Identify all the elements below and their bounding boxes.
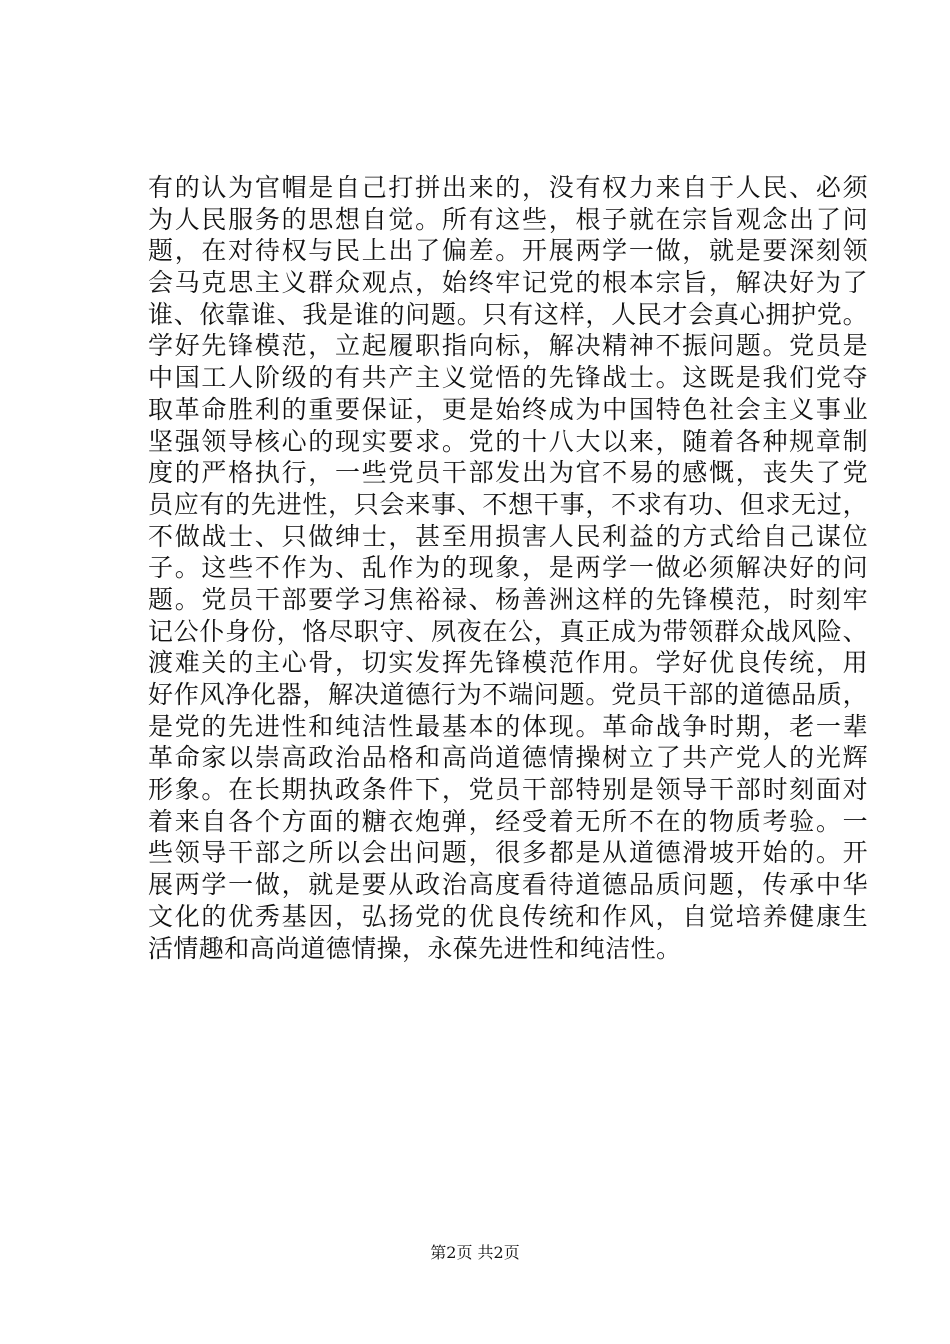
text-line: 度的严格执行，一些党员干部发出为官不易的感慨，丧失了党: [148, 458, 868, 488]
text-line: 为人民服务的思想自觉。所有这些，根子就在宗旨观念出了问: [148, 204, 868, 234]
text-line: 些领导干部之所以会出问题，很多都是从道德滑坡开始的。开: [148, 838, 868, 868]
text-line: 文化的优秀基因，弘扬党的优良传统和作风，自觉培养健康生: [148, 901, 868, 931]
page-number-footer: 第2页 共2页: [430, 1243, 520, 1262]
text-line-last: 活情趣和高尚道德情操，永葆先进性和纯洁性。: [148, 933, 682, 963]
text-line: 好作风净化器，解决道德行为不端问题。党员干部的道德品质，: [148, 680, 868, 709]
text-line: 题，在对待权与民上出了偏差。开展两学一做，就是要深刻领: [148, 236, 868, 266]
text-line: 着来自各个方面的糖衣炮弹，经受着无所不在的物质考验。一: [148, 806, 868, 836]
text-line: 子。这些不作为、乱作为的现象，是两学一做必须解决好的问: [148, 553, 868, 583]
text-line: 形象。在长期执政条件下，党员干部特别是领导干部时刻面对: [148, 775, 868, 805]
text-line: 渡难关的主心骨，切实发挥先锋模范作用。学好优良传统，用: [148, 648, 868, 678]
text-line: 不做战士、只做绅士，甚至用损害人民利益的方式给自己谋位: [148, 521, 868, 551]
text-line: 是党的先进性和纯洁性最基本的体现。革命战争时期，老一辈: [148, 711, 868, 741]
text-line: 学好先锋模范，立起履职指向标，解决精神不振问题。党员是: [148, 331, 868, 361]
text-line: 题。党员干部要学习焦裕禄、杨善洲这样的先锋模范，时刻牢: [148, 584, 868, 614]
body-paragraph: [148, 172, 868, 964]
text-line: 坚强领导核心的现实要求。党的十八大以来，随着各种规章制: [148, 426, 868, 456]
text-line: 记公仆身份，恪尽职守、夙夜在公，真正成为带领群众战风险、: [148, 616, 868, 646]
text-line: 中国工人阶级的有共产主义觉悟的先锋战士。这既是我们党夺: [148, 363, 868, 393]
text-line: 谁、依靠谁、我是谁的问题。只有这样，人民才会真心拥护党。: [148, 299, 868, 329]
text-line: 取革命胜利的重要保证，更是始终成为中国特色社会主义事业: [148, 394, 868, 424]
text-line: 有的认为官帽是自己打拼出来的，没有权力来自于人民、必须: [148, 173, 868, 202]
text-line: 展两学一做，就是要从政治高度看待道德品质问题，传承中华: [148, 870, 868, 900]
text-line: 革命家以崇高政治品格和高尚道德情操树立了共产党人的光辉: [148, 743, 868, 773]
text-line: 员应有的先进性，只会来事、不想干事，不求有功、但求无过，: [148, 489, 868, 519]
text-line: 会马克思主义群众观点，始终牢记党的根本宗旨，解决好为了: [148, 268, 868, 298]
